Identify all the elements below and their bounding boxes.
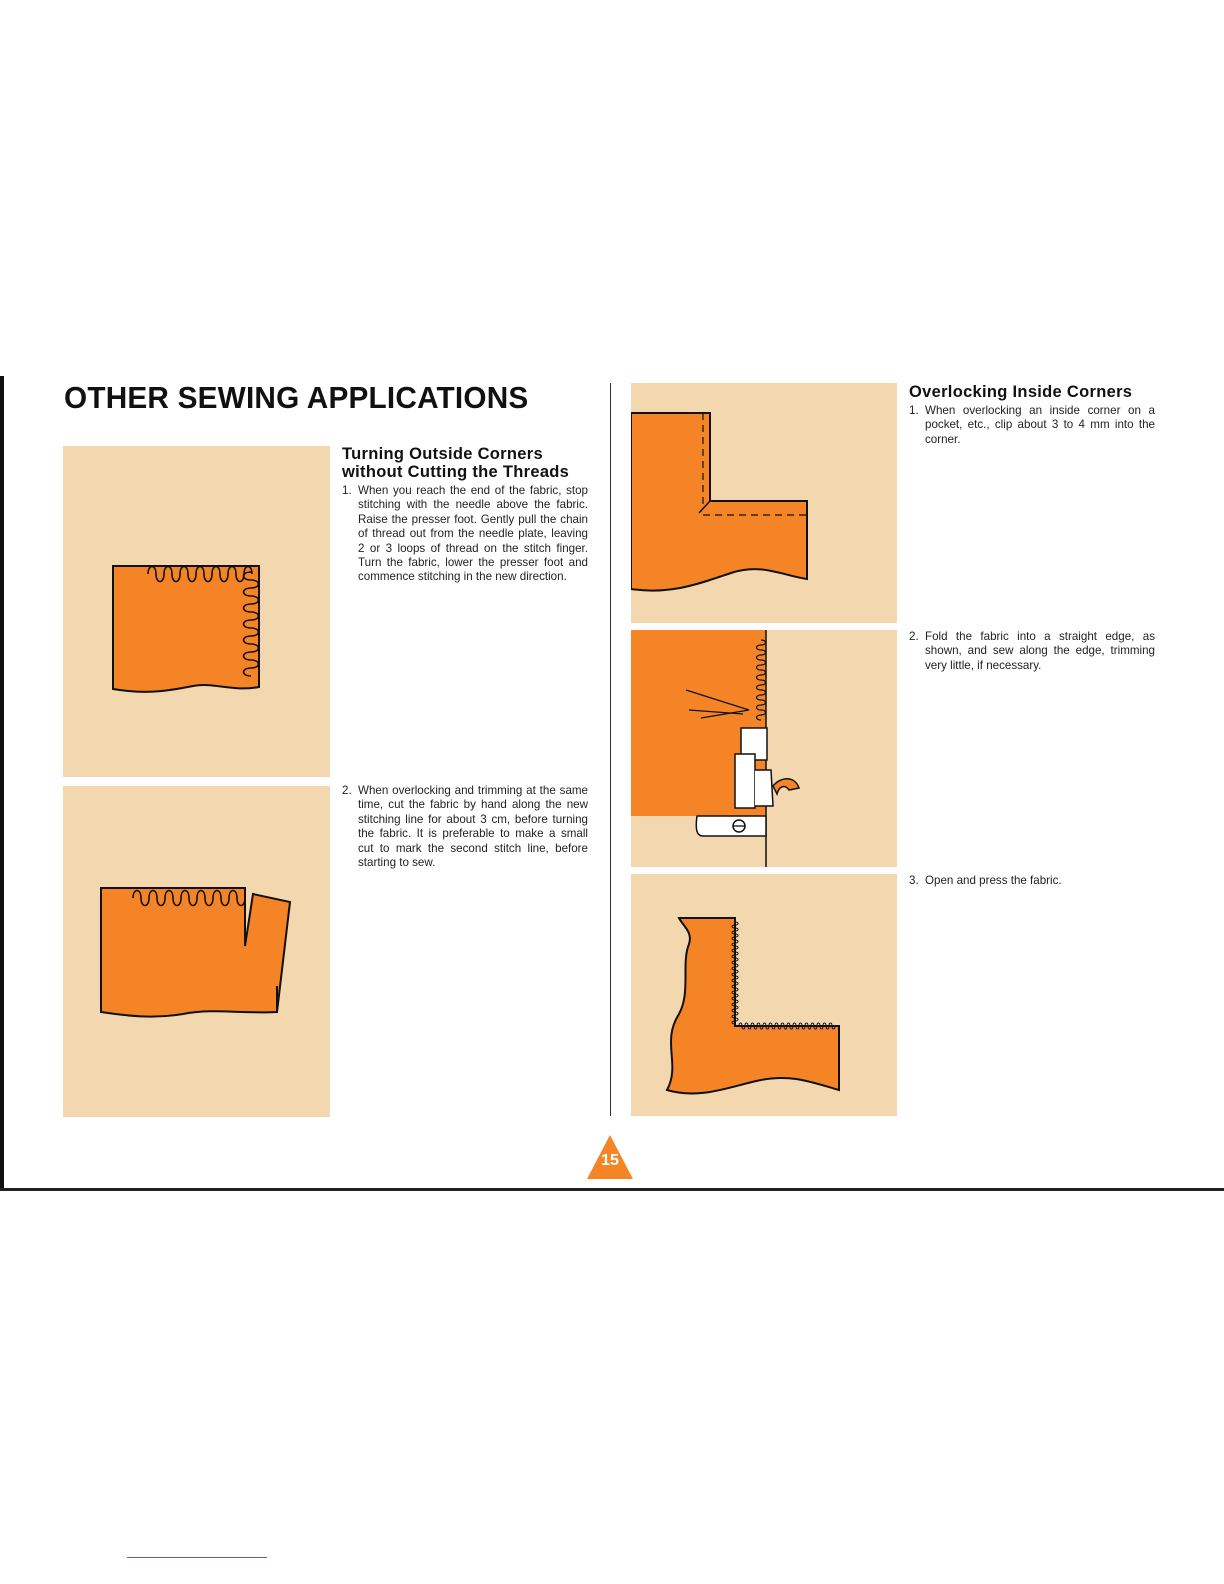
step-text: Fold the fabric into a straight edge, as shown, and sew along the edge, trimming very little, if necessary.	[925, 630, 1155, 672]
inside-step-2	[909, 630, 1155, 673]
step-number: 2.	[909, 630, 919, 643]
step-number: 1.	[909, 404, 919, 417]
fabric-inside-corner-finished-illustration	[631, 874, 897, 1116]
column-divider	[610, 383, 611, 1116]
presser-foot-sewing-illustration	[631, 630, 897, 867]
inside-step-3	[909, 874, 1155, 888]
illustration-inside-corner-fold-sew	[631, 630, 897, 867]
section-title-outside-corners	[342, 445, 592, 481]
section-title-inside-corners: Overlocking Inside Corners	[909, 383, 1133, 401]
step-text: Open and press the fabric.	[925, 874, 1062, 887]
illustration-inside-corner-clip	[631, 383, 897, 623]
illustration-outside-corner-cut	[63, 786, 330, 1117]
fabric-inside-corner-clip-illustration	[631, 383, 897, 623]
fabric-corner-cut-illustration	[63, 786, 330, 1117]
step-number: 2.	[342, 784, 352, 797]
step-number: 3.	[909, 874, 919, 887]
outside-step-2	[342, 784, 588, 870]
step-text: When overlocking and trimming at the same time, cut the fabric by hand along the new stitching line for about 3 cm, before turning the fabric. It is preferable to make a small cut to mark the second stitch line, before starting to sew.	[358, 784, 588, 870]
illustration-outside-corner-stitched	[63, 446, 330, 777]
step-text: When overlocking an inside corner on a pocket, etc., clip about 3 to 4 mm into the corner.	[925, 404, 1155, 446]
fabric-corner-overlock-illustration	[63, 446, 330, 777]
outside-step-1	[342, 484, 588, 585]
page-edge-shadow	[0, 376, 4, 1190]
page-title: OTHER SEWING APPLICATIONS	[64, 380, 529, 415]
illustration-inside-corner-opened	[631, 874, 897, 1116]
step-number: 1.	[342, 484, 352, 497]
page-number: 15	[601, 1152, 619, 1169]
section-title-line1: Turning Outside Corners	[342, 445, 543, 463]
section-title-line2: without Cutting the Threads	[342, 463, 570, 481]
page-bottom-rule	[0, 1188, 1224, 1191]
inside-step-1	[909, 404, 1155, 447]
decorative-underline	[127, 1557, 267, 1558]
step-text: When you reach the end of the fabric, stop stitching with the needle above the fabric. Raise the presser foot. Gently pull the chain of thread out from the needle plate, leaving 2 or 3 loops of thread on the stitch finger. Turn the fabric, lower the presser foot and commence stitching in the new direction.	[358, 484, 588, 584]
